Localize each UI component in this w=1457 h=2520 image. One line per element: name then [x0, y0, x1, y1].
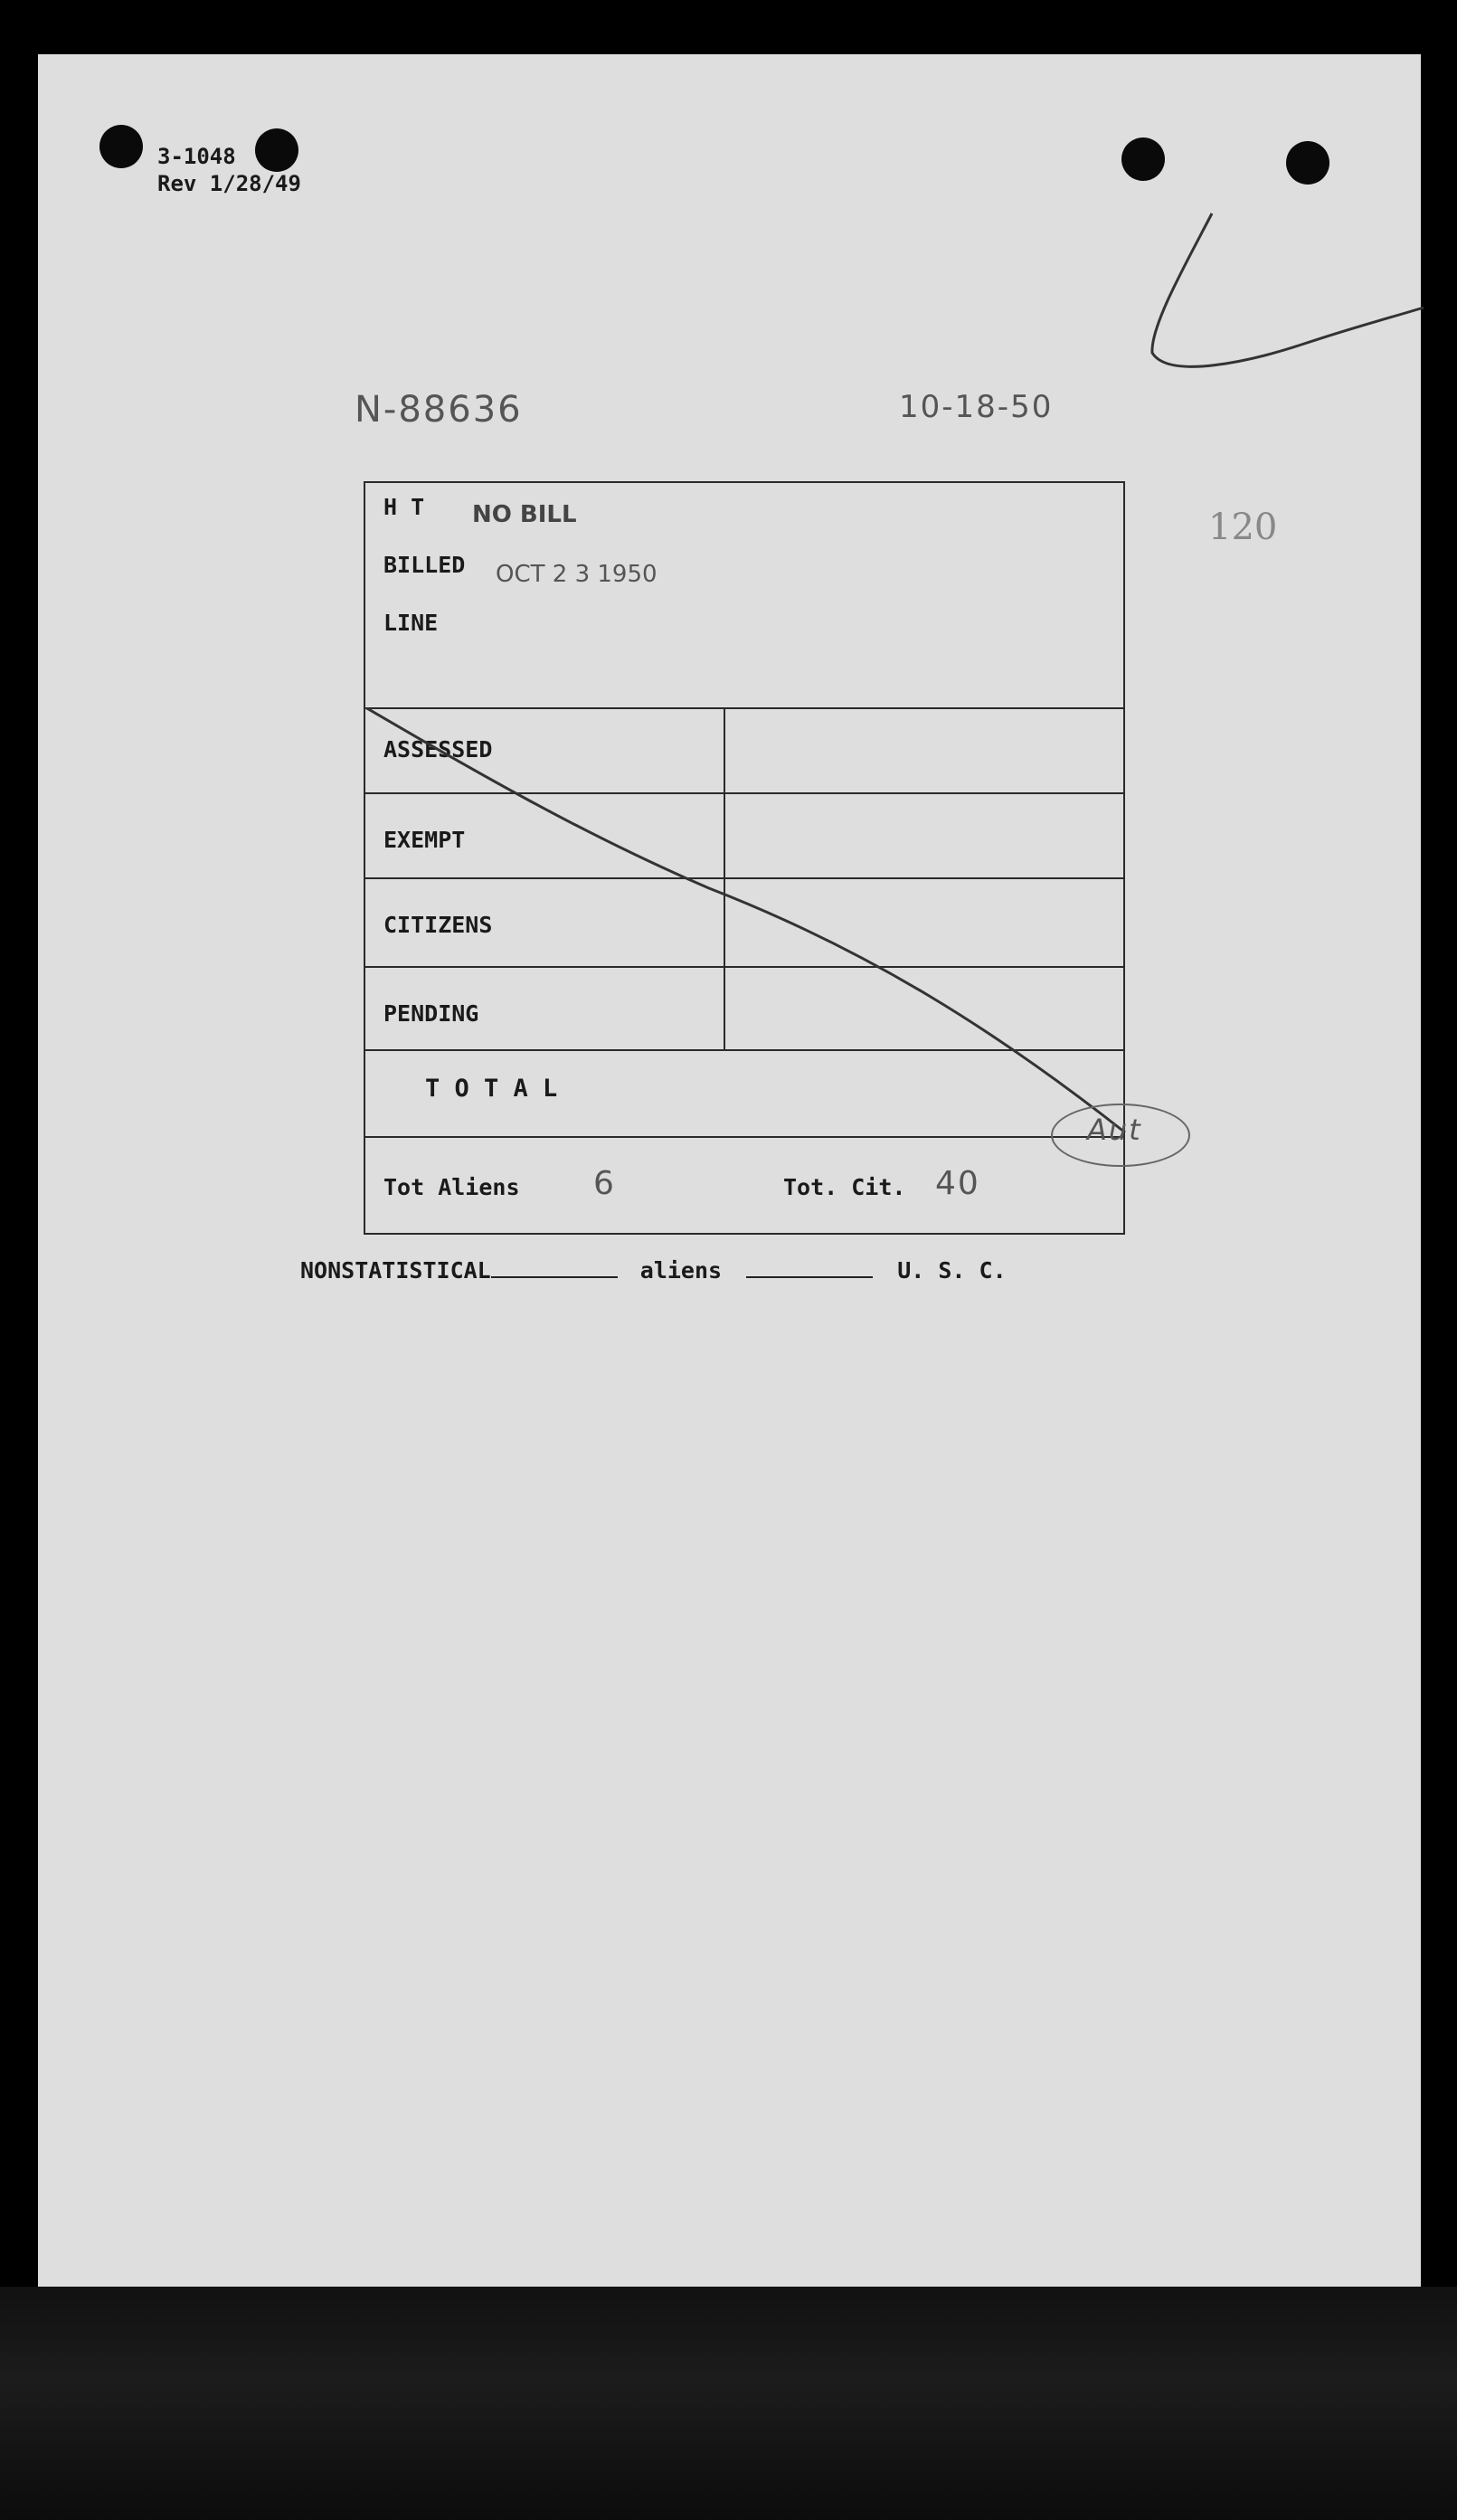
- row-exempt: EXEMPT: [383, 827, 466, 853]
- form-number: 3-1048: [157, 144, 236, 169]
- strike-line: [365, 707, 1127, 1151]
- line-label: LINE: [383, 610, 439, 636]
- tot-cit-value: 40: [935, 1165, 980, 1202]
- tot-aliens-label: Tot Aliens: [383, 1174, 520, 1200]
- pen-mark: [1105, 154, 1431, 425]
- scan-border: [0, 2287, 1457, 2520]
- file-number: N-88636: [355, 389, 523, 431]
- initials: Aut: [1087, 1113, 1142, 1147]
- row-citizens: CITIZENS: [383, 912, 493, 938]
- nonstatistical-line: [300, 1257, 1007, 1284]
- page-number: 120: [1208, 507, 1278, 548]
- handwritten-date: 10-18-50: [899, 389, 1054, 425]
- ht-stamp: NO BILL: [472, 501, 577, 528]
- billed-date-stamp: OCT 2 3 1950: [496, 561, 658, 588]
- billed-label: BILLED: [383, 552, 466, 578]
- aliens-label: aliens: [639, 1257, 723, 1284]
- ht-label: H T: [383, 494, 425, 520]
- row-assessed: ASSESSED: [383, 736, 493, 763]
- blank-line: [746, 1273, 873, 1278]
- tot-aliens-value: 6: [593, 1165, 616, 1202]
- form-revision: Rev 1/28/49: [157, 171, 301, 196]
- row-pending: PENDING: [383, 1000, 479, 1027]
- blank-line: [491, 1273, 618, 1278]
- tally-form: [364, 481, 1125, 1235]
- usc-label: U. S. C.: [897, 1257, 1007, 1284]
- document-page: [38, 54, 1421, 2287]
- punch-hole: [99, 125, 143, 168]
- total-label: T O T A L: [425, 1075, 558, 1103]
- form-id: [157, 143, 301, 197]
- tot-cit-label: Tot. Cit.: [783, 1174, 906, 1200]
- nonstat-label: NONSTATISTICAL: [300, 1257, 491, 1284]
